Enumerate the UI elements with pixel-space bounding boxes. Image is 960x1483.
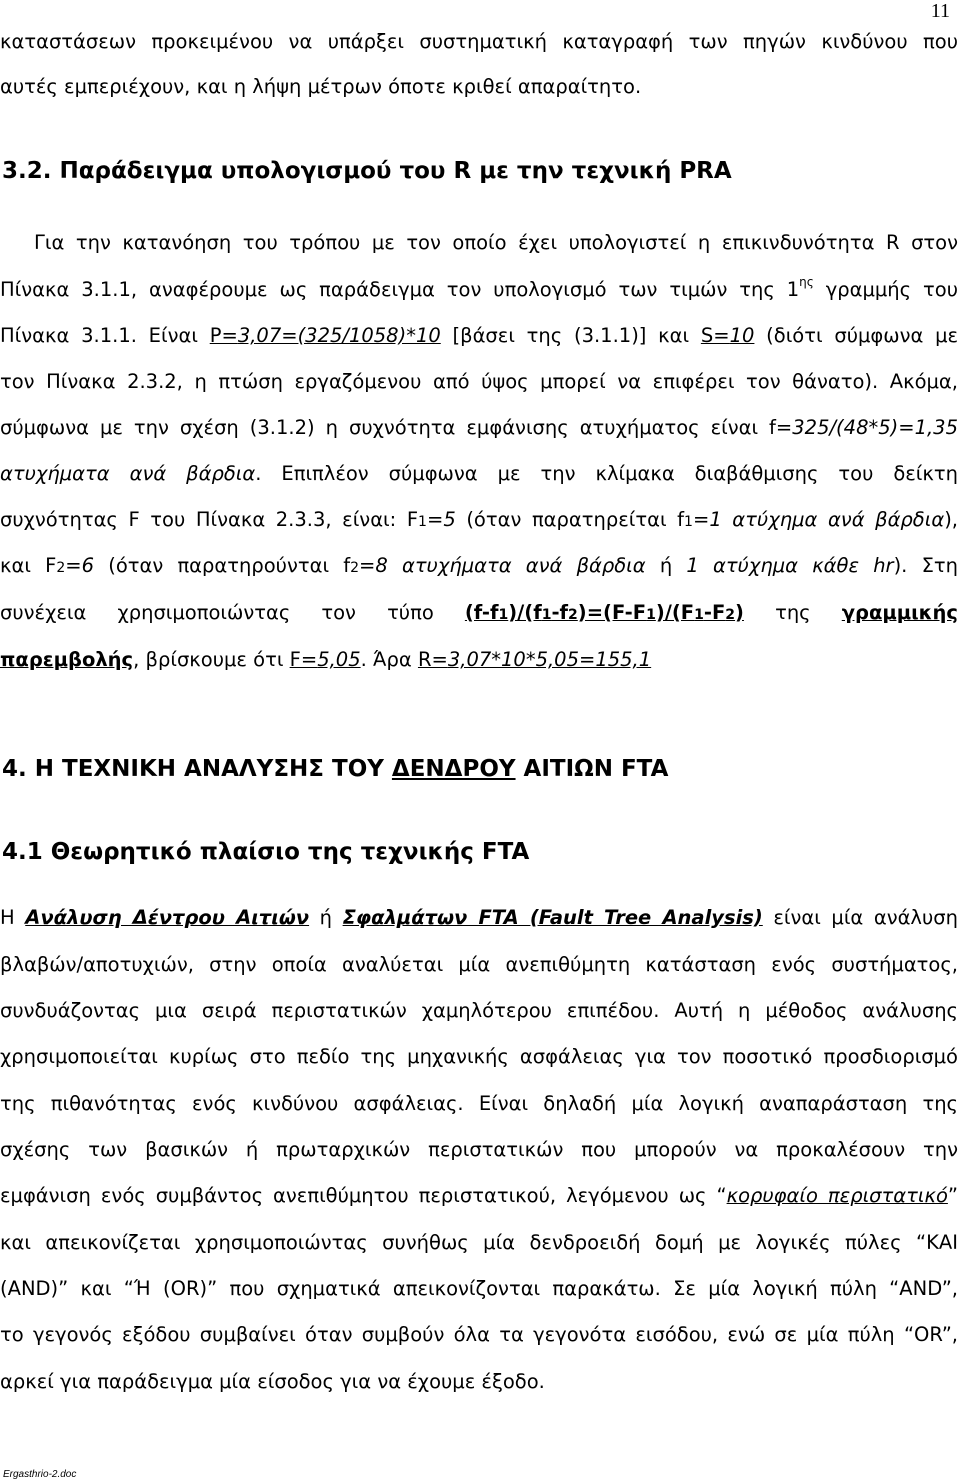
footer-filename: Ergasthrio-2.doc [3, 1469, 77, 1480]
text-line: Για την κατανόηση του τρόπου με τον οποίο έχει υπολογιστεί η επικινδυνότητα R στον [34, 231, 958, 254]
text-line: και απεικονίζεται χρησιμοποιώντας συνήθως μία δενδροειδή δομή με λογικές πύλες “ΚΑΙ [0, 1231, 958, 1254]
text-line: ατυχήματα ανά βάρδια. Επιπλέον σύμφωνα με την κλίμακα διαβάθμισης του δείκτη [0, 462, 958, 485]
text-line: συνέχεια χρησιμοποιώντας τον τύπο (f-f1)/(f1-f2)=(F-F1)/(F1-F2) της γραμμικής [0, 601, 958, 624]
text-line: το γεγονός εξόδου συμβαίνει όταν συμβούν όλα τα γεγονότα εισόδου, ενώ σε μία πύλη “OR”, [0, 1323, 958, 1346]
text-line: Πίνακα 3.1.1. Είναι P=3,07=(325/1058)*10 [βάσει της (3.1.1)] και S=10 (διότι σύμφωνα με [0, 324, 959, 347]
text-line: τον Πίνακα 2.3.2, η πτώση εργαζόμενου από ύψος μπορεί να επιφέρει τον θάνατο). Ακόμα, [0, 370, 958, 393]
page-number: 11 [930, 0, 950, 22]
text-line: αρκεί για παράδειγμα μία είσοδος για να έχουμε έξοδο. [0, 1370, 545, 1393]
text-line: καταστάσεων προκειμένου να υπάρξει συστηματική καταγραφή των πηγών κινδύνου που [0, 30, 958, 53]
text-line: αυτές εμπεριέχουν, και η λήψη μέτρων όποτε κριθεί απαραίτητο. [0, 75, 642, 98]
text-line: χρησιμοποιείται κυρίως στο πεδίο της μηχανικής ασφάλειας για τον ποσοτικό προσδιορισμό [0, 1045, 958, 1068]
text-line: σχέσης των βασικών ή πρωταρχικών περιστατικών που μπορούν να προκαλέσουν την [0, 1138, 958, 1161]
text-line: παρεμβολής, βρίσκουμε ότι F=5,05. Άρα R=3,07*10*5,05=155,1 [0, 648, 652, 671]
text-line: εμφάνιση ενός συμβάντος ανεπιθύμητου περιστατικού, λεγόμενου ως “κορυφαίο περιστατικό” [0, 1184, 958, 1207]
text-line: σύμφωνα με την σχέση (3.1.2) η συχνότητα εμφάνισης ατυχήματος είναι f=325/(48*5)=1,35 [0, 416, 958, 439]
text-line: συνδυάζοντας μια σειρά περιστατικών χαμηλότερου επιπέδου. Αυτή η μέθοδος ανάλυσης [0, 999, 958, 1022]
text-line: της πιθανότητας ενός κινδύνου ασφάλειας. Είναι δηλαδή μία λογική αναπαράσταση της [0, 1092, 958, 1115]
text-line: Η Ανάλυση Δέντρου Αιτιών ή Σφαλμάτων FTA (Fault Tree Analysis) είναι μία ανάλυση [0, 906, 958, 929]
section-heading-3-2: 3.2. Παράδειγμα υπολογισμού του R με την τεχνική PRA [2, 158, 732, 184]
text-line: βλαβών/αποτυχιών, στην οποία αναλύεται μία ανεπιθύμητη κατάσταση ενός συστήματος, [0, 953, 958, 976]
text-line: Πίνακα 3.1.1, αναφέρουμε ως παράδειγμα τον υπολογισμό των τιμών της $1^{\eta\varsigma}$ γραμμής του [0, 275, 958, 301]
section-heading-4-1: 4.1 Θεωρητικό πλαίσιο της τεχνικής FTA [2, 839, 530, 865]
chapter-heading-4: 4. Η ΤΕΧΝΙΚΗ ΑΝΑΛΥΣΗΣ ΤΟΥ ΔΕΝΔΡΟΥ ΑΙΤΙΩΝ FTA [2, 756, 669, 782]
text-line: (AND)” και “Ή (OR)” που σχηματικά απεικονίζονται παρακάτω. Σε μία λογική πύλη “AND”, [0, 1277, 958, 1300]
text-line: συχνότητας F του Πίνακα 2.3.3, είναι: F1=5 (όταν παρατηρείται f1=1 ατύχημα ανά βάρδια), [0, 508, 959, 531]
text-line: και F2=6 (όταν παρατηρούνται f2=8 ατυχήματα ανά βάρδια ή 1 ατύχημα κάθε hr). Στη [0, 554, 958, 577]
